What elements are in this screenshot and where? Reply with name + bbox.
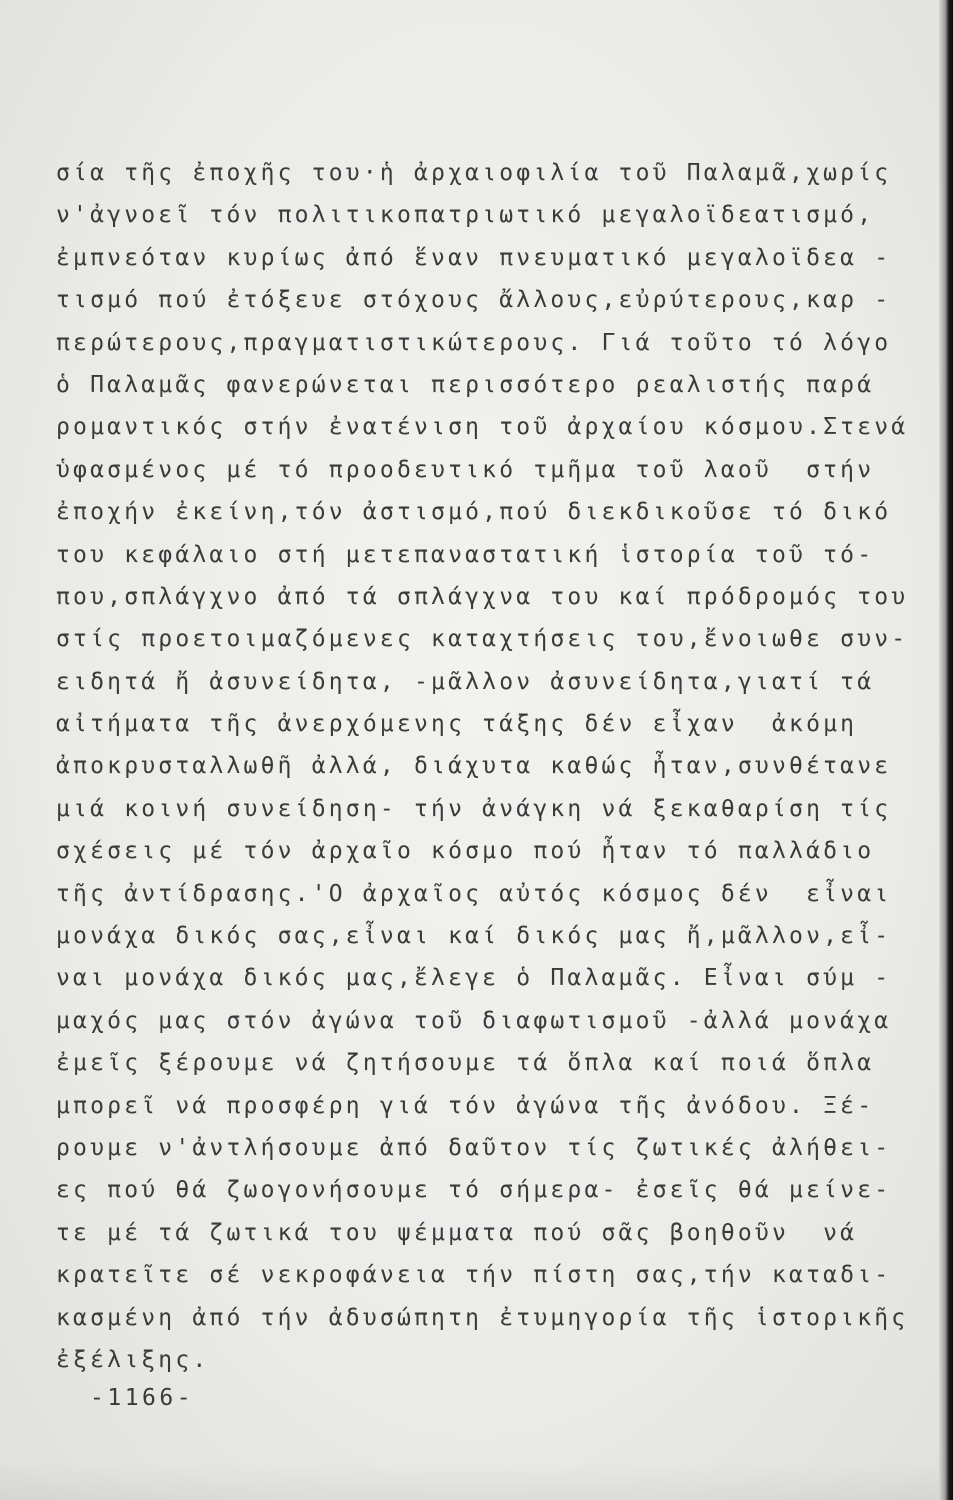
text-line: αἰτήματα τῆς ἀνερχόμενης τάξης δέν εἶχαν ἀκόμη: [56, 711, 858, 738]
body-text: [56, 152, 909, 1381]
text-line: σία τῆς ἐποχῆς του·ἡ ἀρχαιοφιλία τοῦ Παλαμᾶ,χωρίς: [56, 160, 892, 186]
text-line: μαχός μας στόν ἀγώνα τοῦ διαφωτισμοῦ -ἀλλά μονάχα: [56, 1007, 892, 1034]
text-line: μπορεῖ νά προσφέρη γιά τόν ἀγώνα τῆς ἀνόδου. Ξέ-: [56, 1092, 875, 1119]
text-line: τε μέ τά ζωτικά του ψέμματα πού σᾶς βοηθοῦν νά: [56, 1219, 858, 1246]
text-line: ἐξέλιξης.: [56, 1346, 210, 1373]
text-line: ὁ Παλαμᾶς φανερώνεται περισσότερο ρεαλιστής παρά: [56, 371, 875, 398]
text-line: ναι μονάχα δικός μας,ἔλεγε ὁ Παλαμᾶς. Εἶναι σύμ -: [56, 965, 892, 992]
page-shadow: [0, 1460, 953, 1500]
text-line: σχέσεις μέ τόν ἀρχαῖο κόσμο πού ἦταν τό παλλάδιο: [56, 838, 875, 865]
text-line: κασμένη ἀπό τήν ἀδυσώπητη ἐτυμηγορία τῆς ἱστορικῆς: [56, 1304, 909, 1331]
text-line: ἐμεῖς ξέρουμε νά ζητήσουμε τά ὅπλα καί ποιά ὅπλα: [56, 1050, 875, 1077]
page-number: -1166-: [90, 1385, 195, 1411]
text-line: ρομαντικός στήν ἐνατένιση τοῦ ἀρχαίου κόσμου.Στενά: [56, 414, 909, 441]
text-line: περώτερους,πραγματιστικώτερους. Γιά τοῦτο τό λόγο: [56, 329, 892, 356]
text-line: τισμό πού ἐτόξευε στόχους ἄλλους,εὐρύτερους,καρ -: [56, 287, 892, 314]
text-line: μιά κοινή συνείδηση- τήν ἀνάγκη νά ξεκαθαρίση τίς: [56, 795, 892, 822]
text-line: ἀποκρυσταλλωθῆ ἀλλά, διάχυτα καθώς ἦταν,συνθέτανε: [56, 753, 892, 780]
text-line: ἐμπνεόταν κυρίως ἀπό ἕναν πνευματικό μεγαλοϊδεα -: [56, 244, 892, 271]
text-line: ν'ἀγνοεῖ τόν πολιτικοπατριωτικό μεγαλοϊδεατισμό,: [56, 202, 875, 229]
text-line: κρατεῖτε σέ νεκροφάνεια τήν πίστη σας,τήν καταδι-: [56, 1262, 892, 1289]
text-line: ειδητά ἤ ἀσυνείδητα, -μᾶλλον ἀσυνείδητα,γιατί τά: [56, 668, 875, 695]
text-line: στίς προετοιμαζόμενες καταχτήσεις του,ἔνοιωθε συν-: [56, 626, 909, 653]
text-line: τῆς ἀντίδρασης.'Ο ἀρχαῖος αὐτός κόσμος δέν εἶναι: [56, 880, 892, 907]
text-line: μονάχα δικός σας,εἶναι καί δικός μας ἤ,μᾶλλον,εἶ-: [56, 923, 892, 950]
text-line: ὑφασμένος μέ τό προοδευτικό τμῆμα τοῦ λαοῦ στήν: [56, 456, 875, 483]
text-line: ἐποχήν ἐκείνη,τόν ἀστισμό,πού διεκδικοῦσε τό δικό: [56, 499, 892, 526]
scan-edge-border: [939, 0, 953, 1500]
text-line: που,σπλάγχνο ἀπό τά σπλάγχνα του καί πρόδρομός του: [56, 583, 909, 610]
text-line: του κεφάλαιο στή μετεπαναστατική ἱστορία τοῦ τό-: [56, 541, 875, 568]
text-line: ες πού θά ζωογονήσουμε τό σήμερα- ἐσεῖς θά μείνε-: [56, 1177, 892, 1204]
text-line: ρουμε ν'ἀντλήσουμε ἀπό δαῦτον τίς ζωτικές ἀλήθει-: [56, 1134, 892, 1161]
